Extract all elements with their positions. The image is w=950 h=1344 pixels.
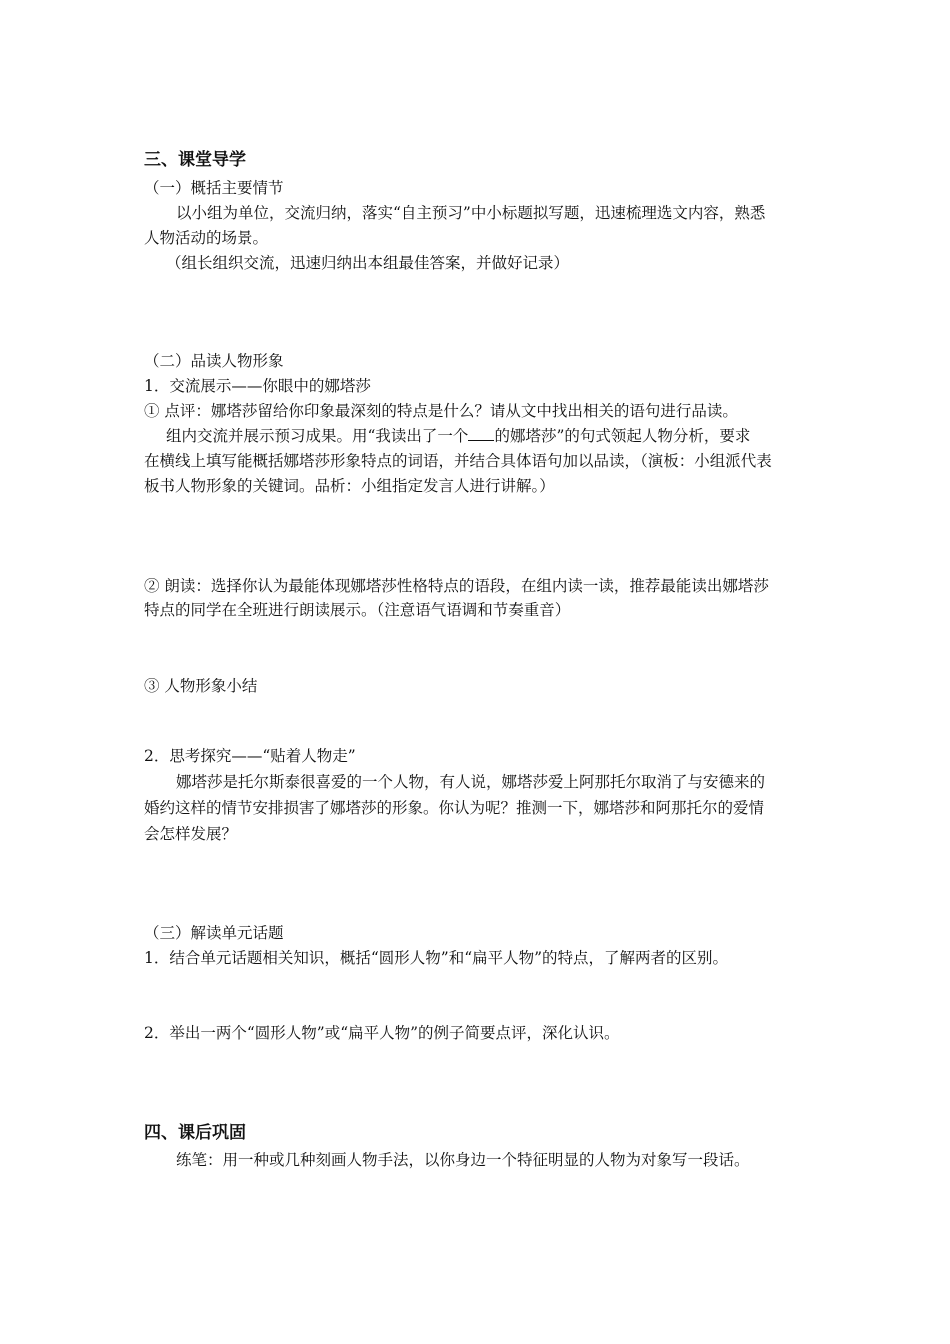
paragraph-line [166,426,750,446]
section-heading-4: 四、课后巩固 [144,1123,246,1143]
subsection-title-2: （二）品读人物形象 [144,352,284,370]
question-3-2: 2．举出一两个“圆形人物”或“扁平人物”的例子简要点评，深化认识。 [144,1024,620,1042]
paragraph-line: 人物活动的场景。 [144,229,269,247]
text-segment: 组内交流并展示预习成果。用“我读出了一个 [166,427,469,445]
question-1b: ② 朗读：选择你认为最能体现娜塔莎性格特点的语段，在组内读一读，推荐最能读出娜塔莎 [144,577,769,595]
question-1c: ③ 人物形象小结 [144,677,258,695]
question-1: 1．交流展示——你眼中的娜塔莎 [144,377,371,395]
paragraph-line: 以小组为单位，交流归纳，落实“自主预习”中小标题拟写题，迅速梳理选文内容，熟悉 [176,204,766,222]
subsection-title-1: （一）概括主要情节 [144,179,284,197]
question-1a: ① 点评：娜塔莎留给你印象最深刻的特点是什么？请从文中找出相关的语句进行品读。 [144,402,738,420]
question-3-1: 1．结合单元话题相关知识，概括“圆形人物”和“扁平人物”的特点，了解两者的区别。 [144,949,729,967]
paragraph-line: 娜塔莎是托尔斯泰很喜爱的一个人物，有人说，娜塔莎爱上阿那托尔取消了与安德来的 [176,773,766,791]
question-2: 2．思考探究——“贴着人物走” [144,747,356,765]
paragraph-line: 婚约这样的情节安排损害了娜塔莎的形象。你认为呢？推测一下，娜塔莎和阿那托尔的爱情 [144,799,765,817]
text-segment: 的娜塔莎”的句式领起人物分析，要求 [494,427,751,445]
paragraph-line: 板书人物形象的关键词。品析：小组指定发言人进行讲解。） [144,477,555,495]
fill-blank [468,426,494,441]
paragraph-line: 在横线上填写能概括娜塔莎形象特点的词语，并结合具体语句加以品读，（演板：小组派代表 [144,452,772,470]
section-heading-3: 三、课堂导学 [144,150,246,170]
paragraph-line: 练笔：用一种或几种刻画人物手法，以你身边一个特征明显的人物为对象写一段话。 [176,1151,750,1169]
paragraph-line: 特点的同学在全班进行朗读展示。（注意语气语调和节奏重音） [144,601,571,619]
paragraph-line: （组长组织交流，迅速归纳出本组最佳答案，并做好记录） [166,254,570,272]
subsection-title-3: （三）解读单元话题 [144,924,284,942]
paragraph-line: 会怎样发展？ [144,825,238,843]
